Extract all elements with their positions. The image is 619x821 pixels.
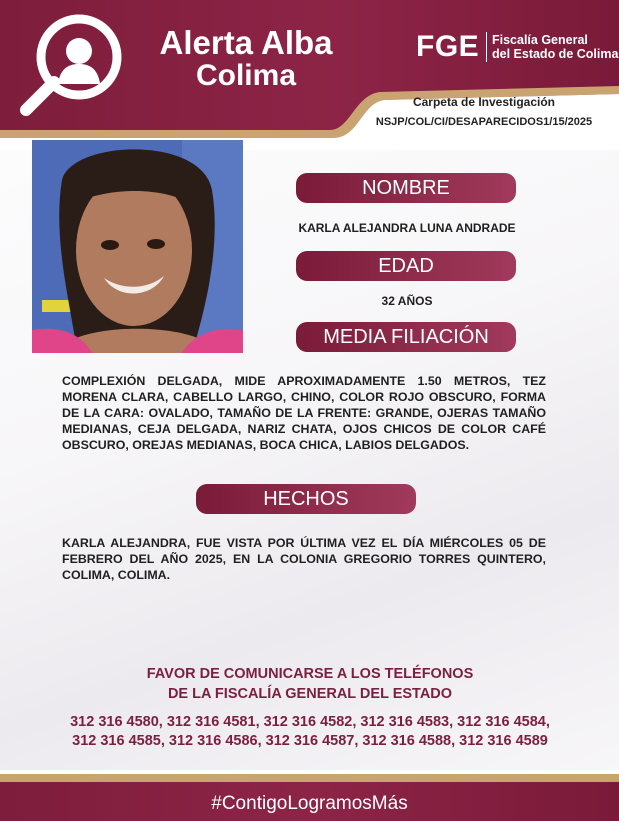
media-filiacion-label: MEDIA FILIACIÓN <box>323 326 489 348</box>
nombre-label: NOMBRE <box>362 177 450 199</box>
hechos-label: HECHOS <box>263 488 349 510</box>
media-filiacion-section-header <box>296 322 516 352</box>
nombre-value: KARLA ALEJANDRA LUNA ANDRADE <box>298 221 516 235</box>
fge-divider <box>486 32 487 62</box>
edad-section-header <box>296 251 516 281</box>
title-line-1: Alerta Alba <box>159 24 333 61</box>
alert-title <box>136 26 356 91</box>
contact-instructions <box>60 664 560 704</box>
contact-line-2: DE LA FISCALÍA GENERAL DEL ESTADO <box>167 686 453 702</box>
contact-phone-list: 312 316 4580, 312 316 4581, 312 316 4582, 312 316 4583, 312 316 4584, 312 316 4585, 312 316 4586, 312 316 4587, 312 316 4588, 312 316 4589 <box>70 714 550 749</box>
alerta-alba-logo-icon <box>36 14 122 100</box>
case-file-label: Carpeta de Investigación <box>412 95 556 109</box>
nombre-section-header <box>296 173 516 203</box>
org-name-line-1: Fiscalía General <box>492 33 588 47</box>
org-name-line-2: del Estado de Colima <box>492 47 619 61</box>
campaign-hashtag: #ContigoLogramosMás <box>211 793 408 814</box>
edad-value: 32 AÑOS <box>381 294 433 308</box>
case-file-block <box>356 95 612 128</box>
hechos-section-header <box>196 484 416 514</box>
edad-label: EDAD <box>378 255 434 277</box>
missing-person-photo <box>32 140 243 353</box>
fge-logo-text: FGE <box>416 30 480 63</box>
fge-full-name <box>492 33 618 61</box>
media-filiacion-description: COMPLEXIÓN DELGADA, MIDE APROXIMADAMENTE 1.50 METROS, TEZ MORENA CLARA, CABELLO LARGO, CHINO, COLOR ROJO OBSCURO, FORMA DE LA CARA: OVALADO, TAMAÑO DE LA FRENTE: GRANDE, OJERAS TAMAÑO MEDIANAS, CEJA DELGADA, NARIZ CHATA, OJOS CHICOS DE COLOR CAFÉ OBSCURO, OREJAS MEDIANAS, BOCA CHICA, LABIOS DELGADOS. <box>62 374 546 452</box>
contact-line-1: FAVOR DE COMUNICARSE A LOS TELÉFONOS <box>146 666 474 682</box>
portrait-illustration <box>32 140 243 353</box>
hechos-description: KARLA ALEJANDRA, FUE VISTA POR ÚLTIMA VEZ EL DÍA MIÉRCOLES 05 DE FEBRERO DEL AÑO 2025, EN LA COLONIA GREGORIO TORRES QUINTERO, COLIMA, COLIMA. <box>62 536 546 582</box>
case-file-number: NSJP/COL/CI/DESAPARECIDOS1/15/2025 <box>375 116 593 128</box>
title-line-2: Colima <box>195 59 297 92</box>
